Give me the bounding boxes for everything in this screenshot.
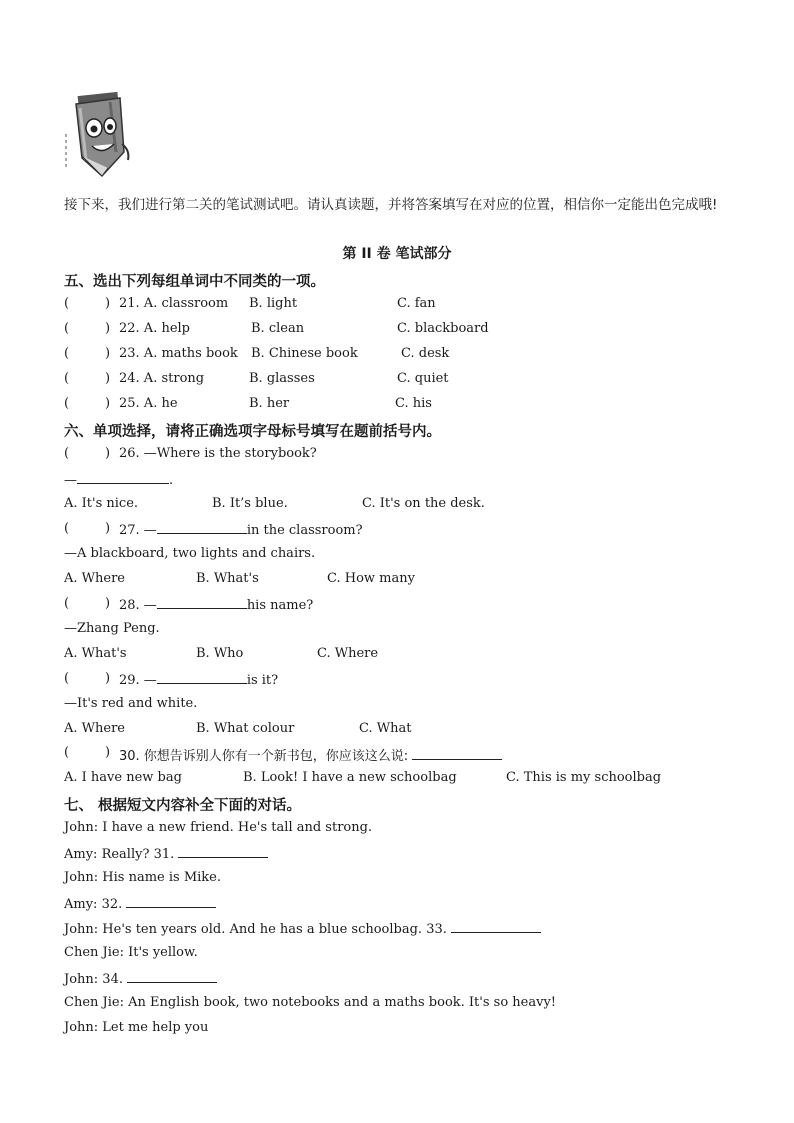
section-6-heading: 六、单项选择，请将正确选项字母标号填写在题前括号内。 [64,424,441,440]
section-5-heading: 五、选出下列每组单词中不同类的一项。 [64,274,325,290]
dialogue-line: John: Let me help you [64,1020,209,1035]
answer-blank-31[interactable] [178,845,268,858]
answer-blank-34[interactable] [127,970,217,983]
dialogue-line: John: His name is Mike. [64,870,222,885]
dialogue-line: Chen Jie: An English book, two notebooks and a maths book. It's so heavy! [64,995,557,1010]
question-29-reply: —It's red and white. [64,696,198,711]
answer-blank[interactable] [412,747,502,760]
answer-blank-33[interactable] [451,920,541,933]
question-26-answer-line: — . [64,473,174,488]
section-7-heading: 七、 根据短文内容补全下面的对话。 [64,798,302,814]
dialogue-line: John: 34. [64,970,217,987]
dialogue-line: John: I have a new friend. He's tall and strong. [64,820,373,835]
question-27-reply: —A blackboard, two lights and chairs. [64,546,316,561]
dialogue-line: Chen Jie: It's yellow. [64,945,198,960]
intro-text: 接下来，我们进行第二关的笔试测试吧。请认真读题，并将答案填写在对应的位置，相信你一定能出色完成哦! [64,197,718,213]
dialogue-line: Amy: Really? 31. [64,845,268,862]
question-28-reply: —Zhang Peng. [64,621,160,636]
answer-blank-32[interactable] [126,895,216,908]
answer-blank[interactable] [77,471,169,484]
answer-blank[interactable] [157,671,247,684]
dialogue-line: Amy: 32. [64,895,216,912]
pencil-mascot-image [64,90,132,182]
answer-blank[interactable] [157,596,247,609]
paper-title: 第 II 卷 笔试部分 [342,246,452,262]
answer-blank[interactable] [157,521,247,534]
dialogue-line: John: He's ten years old. And he has a blue schoolbag. 33. [64,920,541,937]
